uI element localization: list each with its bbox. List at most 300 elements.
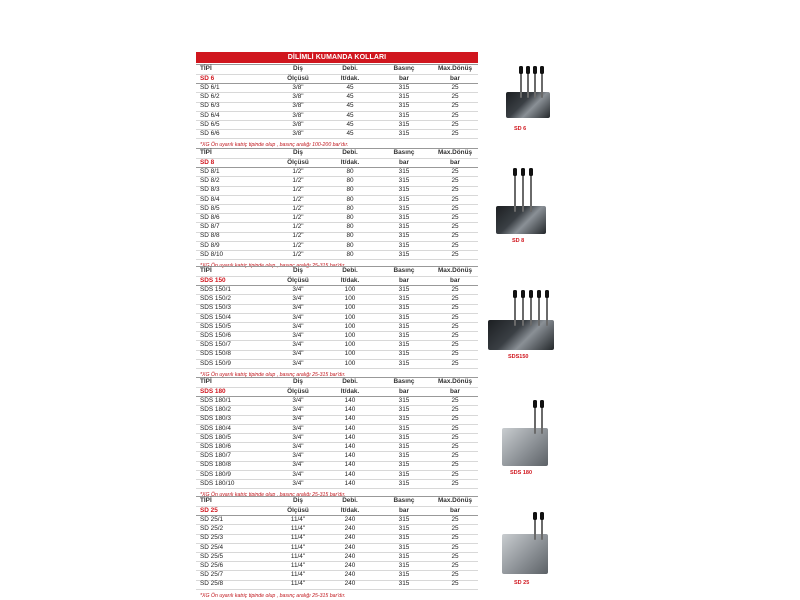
footnote: *XG Ön uyarılı katriç tipinde olup , basınç aralığı 25-315 bar'dır. (200, 263, 346, 270)
cell-type: SDS 180/1 (196, 397, 272, 406)
model-unit-row (196, 507, 478, 516)
cell-thread: 11/4" (272, 525, 324, 534)
cell-rpm: 25 (432, 341, 478, 350)
header-thread: Diş (272, 149, 324, 159)
header-type: TİPİ (196, 267, 272, 277)
cell-pressure: 315 (376, 223, 432, 232)
cell-flow: 140 (324, 406, 376, 415)
cell-pressure: 315 (376, 543, 432, 552)
cell-rpm: 25 (432, 186, 478, 195)
product-caption: SDS150 (508, 354, 529, 360)
unit-flow: lt/dak. (324, 507, 376, 516)
cell-pressure: 315 (376, 470, 432, 479)
sds150-valve-image (486, 284, 558, 362)
header-flow: Debi. (324, 267, 376, 277)
model-name: SD 25 (196, 507, 272, 516)
cell-type: SD 8/5 (196, 204, 272, 213)
cell-thread: 11/4" (272, 562, 324, 571)
cell-flow: 100 (324, 341, 376, 350)
cell-pressure: 315 (376, 433, 432, 442)
cell-pressure: 315 (376, 525, 432, 534)
cell-thread: 3/4" (272, 350, 324, 359)
cell-rpm: 25 (432, 177, 478, 186)
cell-type: SD 25/8 (196, 580, 272, 589)
cell-pressure: 315 (376, 461, 432, 470)
cell-rpm: 25 (432, 525, 478, 534)
spec-table (196, 496, 478, 590)
header-pressure: Basınç (376, 267, 432, 277)
cell-thread: 3/8" (272, 120, 324, 129)
header-rpm: Max.Dönüş (432, 149, 478, 159)
unit-pressure: bar (376, 75, 432, 84)
unit-rpm: bar (432, 75, 478, 84)
cell-pressure: 315 (376, 241, 432, 250)
lever-knob (533, 66, 537, 74)
cell-type: SD 6/6 (196, 130, 272, 139)
cell-type: SDS 150/6 (196, 332, 272, 341)
header-thread: Diş (272, 497, 324, 507)
cell-rpm: 25 (432, 84, 478, 93)
section-sd25 (196, 496, 478, 599)
cell-thread: 3/4" (272, 359, 324, 368)
cell-rpm: 25 (432, 359, 478, 368)
cell-flow: 140 (324, 443, 376, 452)
table-row (196, 534, 478, 543)
cell-rpm: 25 (432, 241, 478, 250)
cell-thread: 11/4" (272, 534, 324, 543)
table-row (196, 93, 478, 102)
cell-flow: 80 (324, 232, 376, 241)
cell-thread: 1/2" (272, 168, 324, 177)
cell-flow: 80 (324, 241, 376, 250)
cell-flow: 100 (324, 359, 376, 368)
cell-pressure: 315 (376, 204, 432, 213)
unit-flow: lt/dak. (324, 159, 376, 168)
cell-rpm: 25 (432, 562, 478, 571)
cell-flow: 45 (324, 84, 376, 93)
cell-rpm: 25 (432, 479, 478, 488)
cell-thread: 11/4" (272, 580, 324, 589)
table-row (196, 359, 478, 368)
valve-body (502, 534, 548, 574)
cell-flow: 140 (324, 470, 376, 479)
table-row (196, 397, 478, 406)
unit-rpm: bar (432, 277, 478, 286)
cell-thread: 3/4" (272, 415, 324, 424)
unit-pressure: bar (376, 159, 432, 168)
cell-thread: 3/4" (272, 406, 324, 415)
valve-body (496, 206, 546, 234)
cell-pressure: 315 (376, 195, 432, 204)
model-unit-row (196, 388, 478, 397)
cell-type: SDS 150/9 (196, 359, 272, 368)
cell-type: SD 6/1 (196, 84, 272, 93)
cell-flow: 100 (324, 332, 376, 341)
cell-pressure: 315 (376, 322, 432, 331)
table-header-row (196, 267, 478, 277)
table-row (196, 313, 478, 322)
cell-thread: 3/4" (272, 313, 324, 322)
section-sd6 (196, 64, 478, 148)
unit-flow: lt/dak. (324, 388, 376, 397)
cell-pressure: 315 (376, 130, 432, 139)
cell-flow: 80 (324, 250, 376, 259)
cell-rpm: 25 (432, 543, 478, 552)
header-pressure: Basınç (376, 149, 432, 159)
cell-flow: 140 (324, 452, 376, 461)
cell-pressure: 315 (376, 93, 432, 102)
table-row (196, 424, 478, 433)
cell-pressure: 315 (376, 111, 432, 120)
cell-rpm: 25 (432, 120, 478, 129)
cell-pressure: 315 (376, 397, 432, 406)
lever-rod (546, 294, 548, 326)
cell-type: SD 25/7 (196, 571, 272, 580)
cell-type: SDS 150/8 (196, 350, 272, 359)
cell-rpm: 25 (432, 250, 478, 259)
table-row (196, 102, 478, 111)
cell-pressure: 315 (376, 359, 432, 368)
cell-rpm: 25 (432, 415, 478, 424)
cell-pressure: 315 (376, 295, 432, 304)
cell-type: SDS 180/8 (196, 461, 272, 470)
header-thread: Diş (272, 65, 324, 75)
unit-rpm: bar (432, 507, 478, 516)
table-row (196, 120, 478, 129)
unit-thread: Ölçüsü (272, 277, 324, 286)
cell-type: SDS 150/1 (196, 286, 272, 295)
cell-thread: 3/4" (272, 452, 324, 461)
table-header-row (196, 149, 478, 159)
cell-thread: 11/4" (272, 571, 324, 580)
cell-type: SD 8/7 (196, 223, 272, 232)
cell-type: SD 8/3 (196, 186, 272, 195)
table-row (196, 406, 478, 415)
cell-thread: 3/4" (272, 479, 324, 488)
lever-rod (514, 294, 516, 326)
cell-pressure: 315 (376, 84, 432, 93)
cell-flow: 80 (324, 214, 376, 223)
cell-flow: 100 (324, 350, 376, 359)
model-name: SDS 150 (196, 277, 272, 286)
cell-type: SD 6/5 (196, 120, 272, 129)
cell-pressure: 315 (376, 232, 432, 241)
cell-pressure: 315 (376, 250, 432, 259)
cell-pressure: 315 (376, 443, 432, 452)
header-thread: Diş (272, 378, 324, 388)
table-header-row (196, 497, 478, 507)
cell-rpm: 25 (432, 516, 478, 525)
cell-type: SDS 180/5 (196, 433, 272, 442)
table-row (196, 552, 478, 561)
footnote: *XG Ön uyarılı katriç tipinde olup , basınç aralığı 100-200 bar'dır. (200, 142, 349, 149)
section-sds180 (196, 377, 478, 498)
table-row (196, 543, 478, 552)
cell-rpm: 25 (432, 232, 478, 241)
table-row (196, 322, 478, 331)
cell-type: SDS 180/2 (196, 406, 272, 415)
cell-pressure: 315 (376, 350, 432, 359)
cell-flow: 140 (324, 433, 376, 442)
cell-flow: 240 (324, 525, 376, 534)
table-row (196, 111, 478, 120)
cell-pressure: 315 (376, 571, 432, 580)
cell-type: SD 25/3 (196, 534, 272, 543)
table-row (196, 195, 478, 204)
cell-thread: 3/4" (272, 322, 324, 331)
cell-pressure: 315 (376, 406, 432, 415)
cell-type: SDS 180/6 (196, 443, 272, 452)
table-row (196, 232, 478, 241)
table-row (196, 571, 478, 580)
cell-thread: 1/2" (272, 250, 324, 259)
lever-knob (545, 290, 549, 298)
lever-knob (533, 400, 537, 408)
cell-flow: 45 (324, 93, 376, 102)
cell-pressure: 315 (376, 552, 432, 561)
cell-flow: 240 (324, 571, 376, 580)
cell-thread: 3/4" (272, 397, 324, 406)
lever-rod (538, 294, 540, 326)
cell-rpm: 25 (432, 443, 478, 452)
cell-rpm: 25 (432, 304, 478, 313)
cell-type: SD 8/4 (196, 195, 272, 204)
cell-thread: 1/2" (272, 186, 324, 195)
cell-type: SD 8/8 (196, 232, 272, 241)
product-caption: SDS 180 (510, 470, 533, 476)
cell-thread: 3/4" (272, 286, 324, 295)
cell-type: SDS 180/4 (196, 424, 272, 433)
cell-rpm: 25 (432, 313, 478, 322)
lever-knob (540, 66, 544, 74)
cell-flow: 80 (324, 186, 376, 195)
cell-thread: 3/4" (272, 341, 324, 350)
cell-thread: 1/2" (272, 232, 324, 241)
cell-pressure: 315 (376, 332, 432, 341)
cell-type: SDS 180/3 (196, 415, 272, 424)
table-row (196, 562, 478, 571)
cell-pressure: 315 (376, 313, 432, 322)
header-rpm: Max.Dönüş (432, 65, 478, 75)
cell-rpm: 25 (432, 406, 478, 415)
cell-pressure: 315 (376, 534, 432, 543)
table-row (196, 525, 478, 534)
cell-rpm: 25 (432, 350, 478, 359)
header-flow: Debi. (324, 149, 376, 159)
cell-rpm: 25 (432, 552, 478, 561)
cell-type: SDS 150/7 (196, 341, 272, 350)
lever-knob (521, 168, 525, 176)
cell-flow: 240 (324, 534, 376, 543)
header-type: TİPİ (196, 149, 272, 159)
table-row (196, 177, 478, 186)
lever-knob (513, 290, 517, 298)
model-unit-row (196, 277, 478, 286)
lever-rod (541, 404, 543, 434)
sd8-valve-image (492, 166, 554, 244)
lever-rod (514, 172, 516, 212)
lever-knob (529, 168, 533, 176)
table-row (196, 295, 478, 304)
cell-pressure: 315 (376, 304, 432, 313)
lever-rod (522, 294, 524, 326)
cell-type: SD 6/4 (196, 111, 272, 120)
unit-rpm: bar (432, 159, 478, 168)
cell-thread: 1/2" (272, 204, 324, 213)
header-flow: Debi. (324, 497, 376, 507)
cell-flow: 80 (324, 177, 376, 186)
cell-rpm: 25 (432, 195, 478, 204)
cell-rpm: 25 (432, 204, 478, 213)
product-caption: SD 25 (514, 580, 530, 586)
header-pressure: Basınç (376, 497, 432, 507)
cell-flow: 80 (324, 195, 376, 204)
cell-flow: 140 (324, 479, 376, 488)
cell-rpm: 25 (432, 397, 478, 406)
lever-rod (541, 70, 543, 98)
cell-rpm: 25 (432, 433, 478, 442)
cell-type: SDS 180/9 (196, 470, 272, 479)
cell-flow: 80 (324, 204, 376, 213)
cell-type: SDS 150/4 (196, 313, 272, 322)
sds180-valve-image (496, 398, 554, 476)
table-row (196, 214, 478, 223)
cell-type: SD 8/2 (196, 177, 272, 186)
table-row (196, 186, 478, 195)
header-flow: Debi. (324, 65, 376, 75)
lever-knob (540, 512, 544, 520)
sd6-valve-image (500, 62, 558, 132)
footnote: *XG Ön uyarılı katriç tipinde olup , basınç aralığı 25-315 bar'dır. (200, 371, 346, 378)
lever-rod (534, 70, 536, 98)
lever-knob (513, 168, 517, 176)
cell-pressure: 315 (376, 214, 432, 223)
model-name: SDS 180 (196, 388, 272, 397)
document-title: DİLİMLİ KUMANDA KOLLARI (196, 52, 478, 63)
cell-rpm: 25 (432, 470, 478, 479)
cell-flow: 45 (324, 130, 376, 139)
cell-thread: 3/8" (272, 102, 324, 111)
unit-pressure: bar (376, 507, 432, 516)
cell-flow: 140 (324, 424, 376, 433)
header-type: TİPİ (196, 497, 272, 507)
cell-thread: 1/2" (272, 214, 324, 223)
cell-pressure: 315 (376, 168, 432, 177)
sd25-valve-image (498, 510, 554, 586)
cell-thread: 3/4" (272, 332, 324, 341)
valve-body (488, 320, 554, 350)
lever-knob (529, 290, 533, 298)
footnote: *XG Ön uyarılı katriç tipinde olup , basınç aralığı 25-315 bar'dır. (200, 592, 346, 599)
cell-type: SDS 150/3 (196, 304, 272, 313)
header-thread: Diş (272, 267, 324, 277)
table-row (196, 350, 478, 359)
lever-knob (533, 512, 537, 520)
cell-pressure: 315 (376, 562, 432, 571)
header-rpm: Max.Dönüş (432, 267, 478, 277)
cell-type: SD 25/4 (196, 543, 272, 552)
lever-knob (540, 400, 544, 408)
cell-pressure: 315 (376, 479, 432, 488)
cell-flow: 240 (324, 580, 376, 589)
cell-pressure: 315 (376, 580, 432, 589)
cell-rpm: 25 (432, 452, 478, 461)
lever-rod (530, 294, 532, 326)
cell-pressure: 315 (376, 120, 432, 129)
cell-thread: 1/2" (272, 241, 324, 250)
cell-rpm: 25 (432, 102, 478, 111)
cell-flow: 100 (324, 322, 376, 331)
cell-flow: 100 (324, 286, 376, 295)
cell-rpm: 25 (432, 168, 478, 177)
model-name: SD 6 (196, 75, 272, 84)
cell-thread: 3/4" (272, 470, 324, 479)
cell-rpm: 25 (432, 111, 478, 120)
table-row (196, 304, 478, 313)
cell-rpm: 25 (432, 295, 478, 304)
cell-rpm: 25 (432, 130, 478, 139)
cell-flow: 45 (324, 102, 376, 111)
lever-rod (534, 404, 536, 434)
table-header-row (196, 65, 478, 75)
cell-pressure: 315 (376, 286, 432, 295)
unit-thread: Ölçüsü (272, 388, 324, 397)
footnote: *XG Ön uyarılı katriç tipinde olup , basınç aralığı 25-315 bar'dır. (200, 492, 346, 499)
table-row (196, 168, 478, 177)
section-sd8 (196, 148, 478, 269)
cell-type: SD 8/10 (196, 250, 272, 259)
cell-type: SD 25/1 (196, 516, 272, 525)
cell-thread: 3/4" (272, 433, 324, 442)
cell-pressure: 315 (376, 424, 432, 433)
table-row (196, 286, 478, 295)
header-rpm: Max.Dönüş (432, 378, 478, 388)
spec-table (196, 64, 478, 139)
cell-type: SD 6/3 (196, 102, 272, 111)
lever-rod (530, 172, 532, 212)
lever-rod (520, 70, 522, 98)
cell-pressure: 315 (376, 186, 432, 195)
cell-thread: 11/4" (272, 552, 324, 561)
cell-pressure: 315 (376, 341, 432, 350)
model-unit-row (196, 75, 478, 84)
cell-flow: 100 (324, 304, 376, 313)
unit-rpm: bar (432, 388, 478, 397)
spec-table (196, 148, 478, 260)
cell-thread: 3/8" (272, 93, 324, 102)
cell-flow: 80 (324, 223, 376, 232)
cell-flow: 240 (324, 543, 376, 552)
lever-knob (537, 290, 541, 298)
cell-thread: 3/8" (272, 130, 324, 139)
table-header-row (196, 378, 478, 388)
cell-type: SD 8/6 (196, 214, 272, 223)
product-caption: SD 8 (512, 238, 525, 244)
cell-rpm: 25 (432, 571, 478, 580)
cell-thread: 3/4" (272, 443, 324, 452)
cell-thread: 11/4" (272, 543, 324, 552)
cell-rpm: 25 (432, 461, 478, 470)
cell-type: SDS 150/5 (196, 322, 272, 331)
cell-thread: 3/8" (272, 111, 324, 120)
table-row (196, 470, 478, 479)
cell-rpm: 25 (432, 332, 478, 341)
spec-table (196, 377, 478, 489)
cell-type: SDS 180/10 (196, 479, 272, 488)
table-row (196, 241, 478, 250)
unit-pressure: bar (376, 277, 432, 286)
table-row (196, 204, 478, 213)
